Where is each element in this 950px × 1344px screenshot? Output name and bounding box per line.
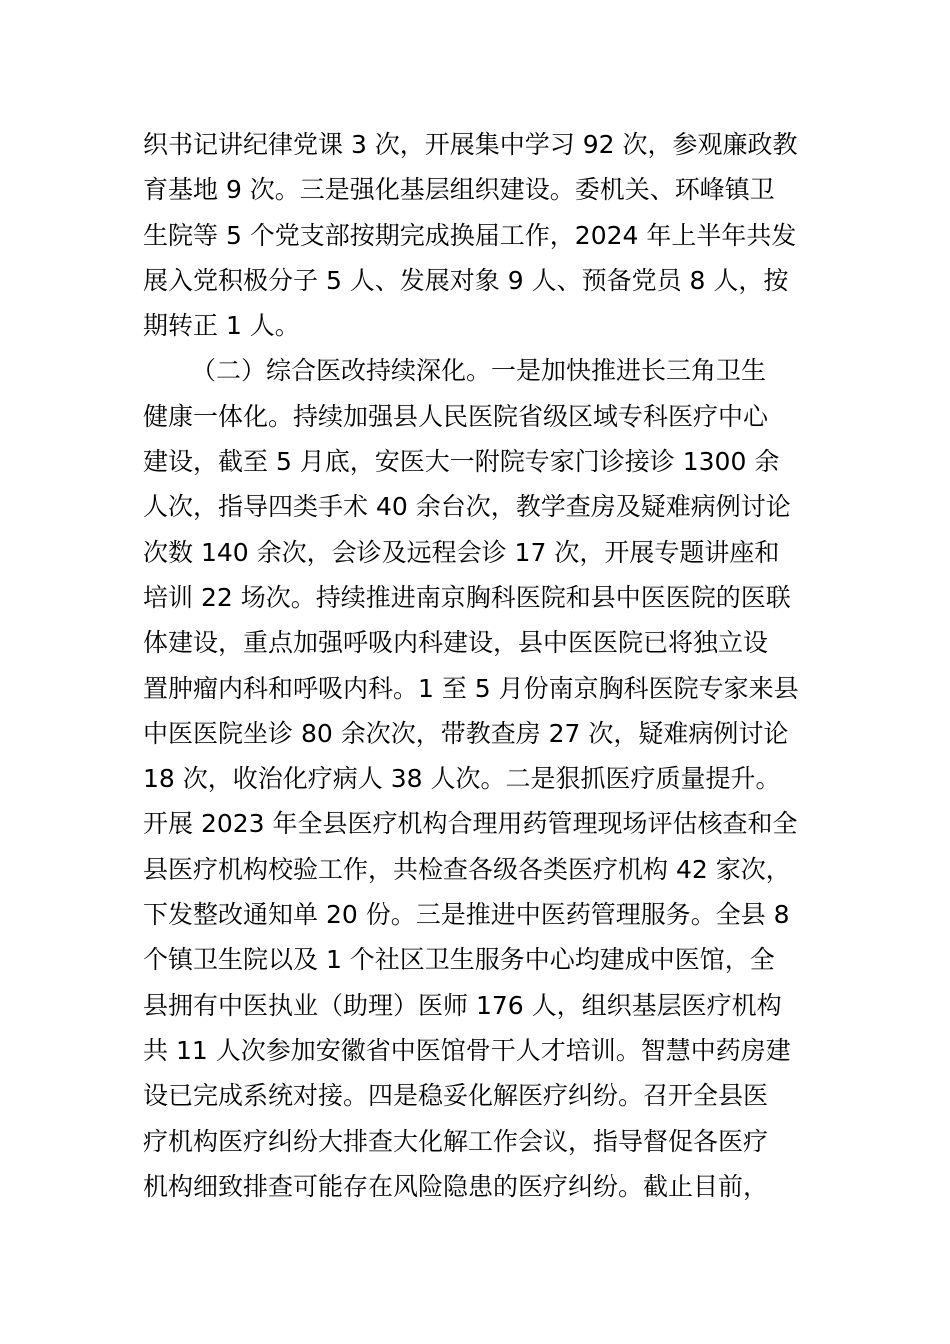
text-line: 疗机构医疗纠纷大排查大化解工作会议，指导督促各医疗 — [143, 1126, 769, 1156]
text-line: 育基地 9 次。三是强化基层组织建设。委机关、环峰镇卫 — [143, 175, 775, 205]
text-line: 18 次，收治化疗病人 38 人次。二是狠抓医疗质量提升。 — [143, 764, 781, 794]
text-line: 下发整改通知单 20 份。三是推进中医药管理服务。全县 8 — [143, 900, 790, 930]
text-line: 县医疗机构校验工作，共检查各级各类医疗机构 42 家次， — [143, 854, 791, 884]
text-line: 次数 140 余次，会诊及远程会诊 17 次，开展专题讲座和 — [143, 537, 780, 567]
text-line: 培训 22 场次。持续推进南京胸科医院和县中医医院的医联 — [143, 582, 791, 612]
text-line: 中医医院坐诊 80 余次次，带教查房 27 次，疑难病例讨论 — [143, 718, 789, 748]
text-line: 期转正 1 人。 — [143, 311, 300, 341]
text-line: 人次，指导四类手术 40 余台次，教学查房及疑难病例讨论 — [143, 492, 791, 522]
section-heading-line: （二）综合医改持续深化。一是加快推进长三角卫生 — [191, 356, 767, 386]
text-line: 机构细致排查可能存在风险隐患的医疗纠纷。截止目前， — [143, 1171, 769, 1201]
text-line: 健康一体化。持续加强县人民医院省级区域专科医疗中心 — [143, 401, 769, 431]
body-text — [143, 122, 823, 1209]
text-line: 共 11 人次参加安徽省中医馆骨干人才培训。智慧中药房建 — [143, 1035, 791, 1065]
text-line: 生院等 5 个党支部按期完成换届工作，2024 年上半年共发 — [143, 220, 797, 250]
text-line: 体建设，重点加强呼吸内科建设，县中医医院已将独立设 — [143, 628, 769, 658]
text-line: 个镇卫生院以及 1 个社区卫生服务中心均建成中医馆，全 — [143, 945, 775, 975]
text-line: 开展 2023 年全县医疗机构合理用药管理现场评估核查和全 — [143, 809, 798, 839]
text-line: 置肿瘤内科和呼吸内科。1 至 5 月份南京胸科医院专家来县 — [143, 673, 799, 703]
text-line: 设已完成系统对接。四是稳妥化解医疗纠纷。召开全县医 — [143, 1081, 769, 1111]
text-line: 建设，截至 5 月底，安医大一附院专家门诊接诊 1300 余 — [143, 447, 780, 477]
text-line: 展入党积极分子 5 人、发展对象 9 人、预备党员 8 人，按 — [143, 265, 789, 295]
text-line: 县拥有中医执业（助理）医师 176 人，组织基层医疗机构 — [143, 990, 782, 1020]
text-line: 织书记讲纪律党课 3 次，开展集中学习 92 次，参观廉政教 — [143, 130, 798, 159]
